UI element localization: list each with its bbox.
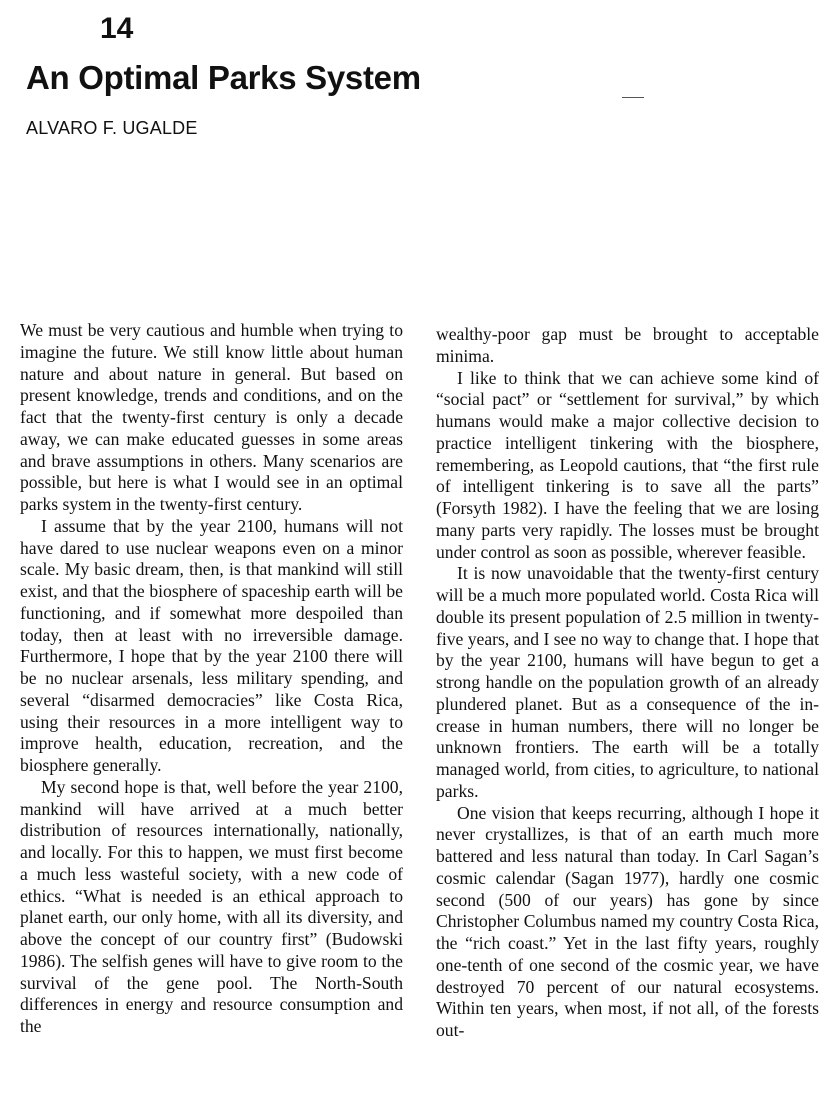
chapter-title: An Optimal Parks System	[26, 59, 421, 96]
left-column	[20, 320, 403, 1038]
paragraph: We must be very cautious and humble when trying to imagine the future. We still know little about human nature and about nature in general. But based on present knowledge, trends and conditions, and on the fact that the twenty-first century is only a decade away, we can make educated guesses in some areas and brave assumptions in others. Many scenarios are possible, but here is what I would see in an optimal parks system in the twenty-first century.	[20, 320, 403, 514]
author-name: ALVARO F. UGALDE	[26, 118, 198, 138]
paragraph: wealthy-poor gap must be brought to acceptable minima.	[436, 324, 819, 366]
paragraph: I like to think that we can achieve some kind of “social pact” or “settlement for survival,” by which humans would make a major collective decision to practice intelligent tinkering with the biosphere, remembering, as Leopold cautions, that “the first rule of intelligent tinkering is to save all the parts” (Forsyth 1982). I have the feeling that we are losing many parts very rapidly. The losses must be brought under control as soon as possible, wherever feasible.	[436, 367, 819, 562]
paragraph: One vision that keeps recurring, although I hope it never crystallizes, is that of an earth much more battered and less natural than today. In Carl Sagan’s cosmic calendar (Sagan 1977), hardly one cosmic second (500 of our years) has gone by since Christopher Columbus named my country Costa Rica, the “rich coast.” Yet in the last fifty years, roughly one-tenth of one second of the cosmic year, we have destroyed 70 percent of our natural ecosystems. Within ten years, when most, if not all, of the forests out-	[436, 802, 819, 1040]
paragraph: I assume that by the year 2100, humans will not have dared to use nuclear weapons even on a minor scale. My basic dream, then, is that mankind will still exist, and that the biosphere of spaceship earth will be functioning, and if somewhat more despoiled than today, then at least with no irreversible damage. Furthermore, I hope that by the year 2100 there will be no nuclear arsenals, less military spending, and several “disarmed democracies” like Costa Rica, using their resources in a more intelligent way to improve health, education, recreation, and the biosphere generally.	[20, 515, 403, 775]
header-rule	[622, 97, 644, 98]
paragraph: My second hope is that, well before the year 2100, mankind will have arrived at a much better distribution of resources internationally, nationally, and locally. For this to happen, we must first become a much less wasteful society, with a new code of ethics. “What is needed is an ethical approach to planet earth, our only home, with all its diversity, and above the concept of our country first” (Budowski 1986). The selfish genes will have to give room to the survival of the gene pool. The North-South differences in energy and resource consumption and the	[20, 776, 403, 1036]
right-column	[436, 324, 819, 1042]
chapter-number: 14	[100, 12, 134, 45]
paragraph: It is now unavoidable that the twenty-first century will be a much more populated world. Costa Rica will double its present population of 2.5 million in twenty-five years, and I see no way to change that. I hope that by the year 2100, humans will have begun to get a strong handle on the population growth of an already plundered planet. But as a consequence of the increase in human numbers, there will no longer be unknown frontiers. The earth will be a totally managed world, from cities, to agriculture, to national parks.	[436, 563, 820, 801]
